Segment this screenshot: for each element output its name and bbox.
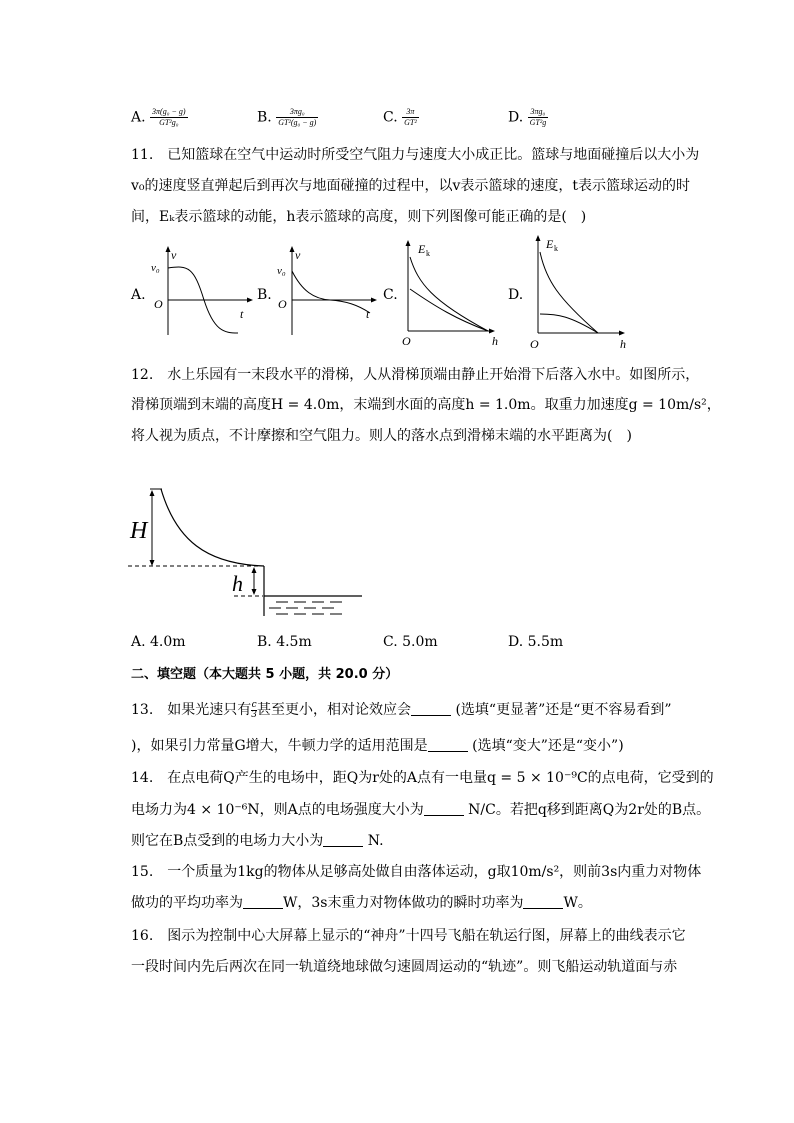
q11-line-3: 间，Eₖ表示篮球的动能，h表示篮球的高度，则下列图像可能正确的是( ) bbox=[131, 209, 587, 225]
q15-blank-2 bbox=[523, 894, 563, 909]
q12-option-a: A. 4.0m bbox=[131, 634, 186, 650]
q15-line-2: 做功的平均功率为 W，3s末重力对物体做功的瞬时功率为 W。 bbox=[131, 895, 592, 911]
q14-blank-2 bbox=[323, 832, 363, 847]
q14-blank-1 bbox=[424, 801, 464, 816]
q10-option-b: B. $\frac{\text{3πg₀}}{\text{GT²(g₀ − g)}}$ bbox=[257, 107, 317, 127]
origin-label: O bbox=[278, 297, 287, 311]
q15-blank-1 bbox=[243, 894, 283, 909]
v0-label: v₀ bbox=[151, 262, 160, 274]
axis-ek-subscript: k bbox=[554, 244, 558, 253]
height-H-label: H bbox=[130, 518, 148, 544]
q16-line-2: 一段时间内先后两次在同一轨道绕地球做匀速圆周运动的“轨迹”。则飞船运动轨道面与赤 bbox=[131, 959, 678, 975]
q13-blank-2 bbox=[428, 737, 468, 752]
q13-line-2: )，如果引力常量G增大，牛顿力学的适用范围是 (选填“变大”还是“变小”) bbox=[131, 738, 624, 754]
section-title-fill-in: 二、填空题（本大题共 5 小题，共 20.0 分） bbox=[131, 667, 399, 682]
q14-line-3: 则它在B点受到的电场力大小为 N. bbox=[131, 833, 384, 849]
q14-line-1: 14. 在点电荷Q产生的电场中，距Q为r处的A点有一电量q = 5 × 10⁻⁹C的点电荷，它受到的 bbox=[131, 770, 714, 786]
axis-t-label: t bbox=[240, 307, 244, 321]
q12-line-1: 12. 水上乐园有一末段水平的滑梯，人从滑梯顶端由静止开始滑下后落入水中。如图所示， bbox=[131, 367, 700, 383]
q11-graph-c bbox=[396, 237, 506, 353]
q11-option-b-label: B. bbox=[257, 287, 272, 303]
axis-h-label: h bbox=[620, 337, 626, 351]
q10-option-d: D. $\frac{\text{3πg₀}}{\text{GT²g}}$ bbox=[508, 107, 547, 127]
axis-ek-label: E bbox=[418, 242, 426, 256]
q11-graph-a bbox=[148, 243, 258, 342]
q11-option-a-label: A. bbox=[131, 287, 146, 303]
q11-option-c-label: C. bbox=[383, 287, 398, 303]
q15-line-1: 15. 一个质量为1kg的物体从足够高处做自由落体运动，g取10m/s²，则前3s内重力对物体 bbox=[131, 864, 702, 880]
axis-ek-label: E bbox=[546, 237, 554, 251]
q14-line-2: 电场力为4 × 10⁻⁶N，则A点的电场强度大小为 N/C。若把q移到距离Q为2r处的B点。 bbox=[131, 802, 711, 818]
axis-v-label: v bbox=[171, 248, 177, 262]
axis-h-label: h bbox=[492, 334, 498, 348]
origin-label: O bbox=[530, 337, 539, 351]
origin-label: O bbox=[154, 297, 163, 311]
q12-slide-figure bbox=[126, 480, 371, 624]
axis-t-label: t bbox=[366, 307, 370, 321]
v0-label: v₀ bbox=[277, 265, 286, 277]
height-h-label: h bbox=[232, 571, 243, 596]
axis-ek-subscript: k bbox=[426, 249, 430, 258]
q11-option-d-label: D. bbox=[508, 287, 524, 303]
q12-line-3: 将人视为质点，不计摩擦和空气阻力。则人的落水点到滑梯末端的水平距离为( ) bbox=[131, 428, 632, 444]
q12-option-d: D. 5.5m bbox=[508, 634, 564, 650]
q12-option-c: C. 5.0m bbox=[383, 634, 438, 650]
q11-graph-b bbox=[274, 243, 384, 342]
q11-graph-d bbox=[524, 232, 634, 356]
q13-line-1: 13. 如果光速只有 $\frac{c}{3}$ 甚至更小，相对论效应会 (选填“更显著”还是“更不容易看到” bbox=[131, 699, 672, 720]
q13-blank-1 bbox=[411, 701, 451, 716]
origin-label: O bbox=[402, 334, 411, 348]
q10-option-a: A. $\frac{\text{3π(g₀ − g)}}{\text{GT²g₀}}$ bbox=[131, 107, 186, 127]
axis-v-label: v bbox=[295, 248, 301, 262]
q12-option-b: B. 4.5m bbox=[257, 634, 312, 650]
q11-line-2: v₀的速度竖直弹起后到再次与地面碰撞的过程中，以v表示篮球的速度，t表示篮球运动的时 bbox=[131, 178, 691, 194]
q10-option-c: C. $\frac{3\pi}{\text{GT²}}$ bbox=[383, 107, 417, 127]
q16-line-1: 16. 图示为控制中心大屏幕上显示的“神舟”十四号飞船在轨运行图，屏幕上的曲线表示它 bbox=[131, 928, 686, 944]
q11-line-1: 11. 已知篮球在空气中运动时所受空气阻力与速度大小成正比。篮球与地面碰撞后以大小为 bbox=[131, 147, 700, 163]
q12-line-2: 滑梯顶端到末端的高度H = 4.0m，末端到水面的高度h = 1.0m。取重力加速度g = 10m/s²， bbox=[131, 397, 721, 413]
